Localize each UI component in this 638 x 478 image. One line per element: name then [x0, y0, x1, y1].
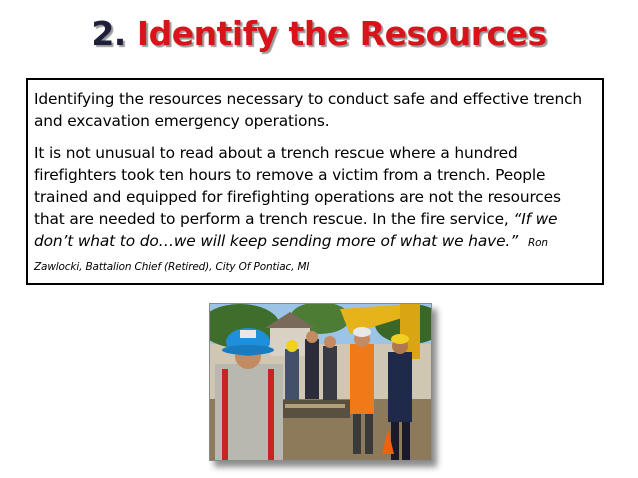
- content-text-box: [26, 78, 604, 285]
- photo-person-bg-1: [305, 339, 319, 399]
- photo-person-bg-3: [323, 346, 337, 401]
- photo-person-navy: [388, 352, 412, 422]
- trench-rescue-photo: [209, 303, 432, 461]
- photo-shoring: [280, 400, 350, 418]
- photo-person-vest: [350, 344, 374, 414]
- paragraph-main: [34, 142, 596, 278]
- quote: “If we don’t what to do…we will keep sending more of what we have.”: [34, 210, 558, 250]
- paragraph-intro: Identifying the resources necessary to conduct safe and effective trench and excavation emergency operations.: [34, 90, 583, 130]
- title-number: 2.: [91, 14, 126, 53]
- title-text: Identify the Resources: [136, 14, 547, 53]
- photo-person-bg-2: [285, 349, 299, 404]
- slide-title: [0, 12, 638, 56]
- quote-attribution: Ron Zawlocki, Battalion Chief (Retired), City Of Pontiac, MI: [34, 237, 548, 273]
- paragraph-main-text: It is not unusual to read about a trench rescue where a hundred firefighters took ten hours to remove a victim from a trench. People trained and equipped for firefighting operations are not the resources that are needed to perform a trench rescue. In the fire service,: [34, 144, 561, 228]
- photo-illustration: [210, 304, 431, 460]
